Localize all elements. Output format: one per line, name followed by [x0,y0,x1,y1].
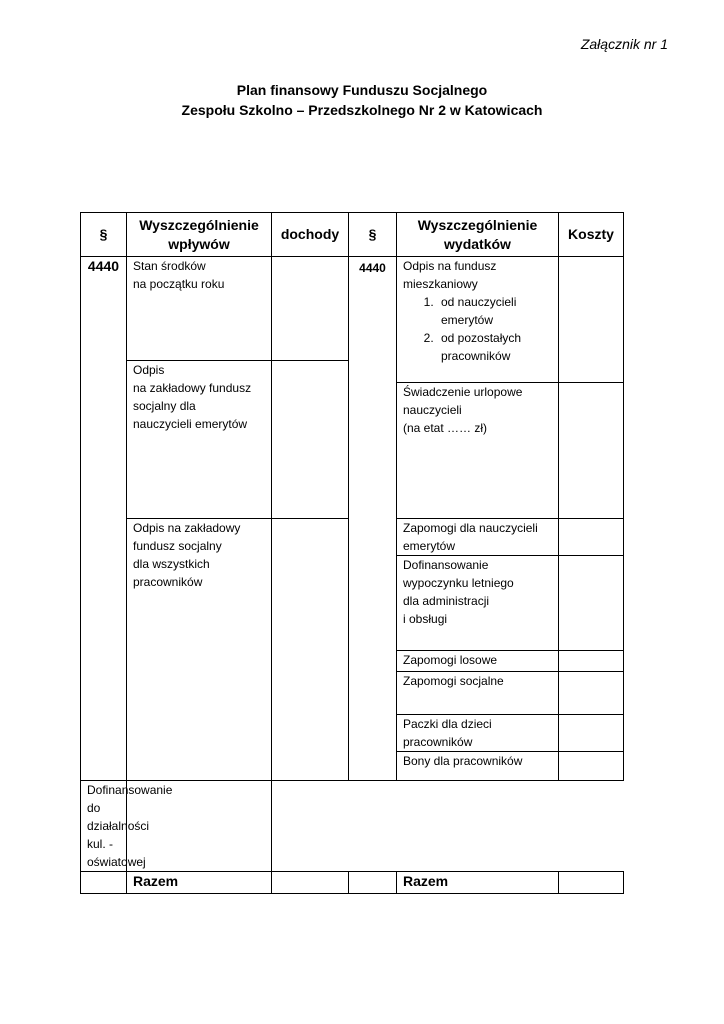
total-paragraph-right [349,872,397,894]
income-value-cell[interactable] [272,519,349,781]
expense-item-retired-teachers-aid: Zapomogi dla nauczycieli emerytów [397,519,559,556]
cost-value-cell[interactable] [559,672,624,715]
table-total-row [81,872,624,894]
total-label-right: Razem [397,872,559,894]
table-row [81,781,624,872]
header-paragraph-left: § [81,213,127,257]
total-label-left: Razem [127,872,272,894]
expense-item-housing-fund [397,257,559,383]
income-item-opening-balance: Stan środków na początku roku [127,257,272,361]
income-paragraph-cell: 4440 [81,257,127,781]
expense-item-employee-vouchers: Bony dla pracowników [397,752,559,781]
income-item-retired-teachers-write-off: Odpis na zakładowy fundusz socjalny dla nauczycieli emerytów [127,361,272,519]
header-expense-description: Wyszczególnienie wydatków [397,213,559,257]
expense-item-social-aid: Zapomogi socjalne [397,672,559,715]
income-item-all-employees-write-off: Odpis na zakładowy fundusz socjalny dla wszystkich pracowników [127,519,272,781]
total-paragraph-left [81,872,127,894]
expense-item-holiday-benefit: Świadczenie urlopowe nauczycieli (na etat …… zł) [397,383,559,519]
expense-item-cultural-education-funding: Dofinansowanie do działalności kul. - oświatowej [81,781,127,872]
header-paragraph-right: § [349,213,397,257]
total-costs-cell[interactable] [559,872,624,894]
expense-item-summer-holiday-funding: Dofinansowanie wypoczynku letniego dla administracji i obsługi [397,556,559,651]
table-row [81,257,624,360]
page-title [0,80,724,120]
expense-item-housing-fund-label: Odpis na fundusz mieszkaniowy [403,259,497,291]
total-income-cell[interactable] [272,872,349,894]
title-line-2: Zespołu Szkolno – Przedszkolnego Nr 2 w Katowicach [181,102,543,118]
cost-value-cell[interactable] [559,715,624,752]
header-income-description: Wyszczególnienie wpływów [127,213,272,257]
cost-value-cell[interactable] [559,651,624,672]
annex-label: Załącznik nr 1 [580,36,668,52]
header-costs: Koszty [559,213,624,257]
financial-plan-table [80,212,624,894]
housing-fund-sublist [403,293,552,365]
cost-value-cell[interactable] [559,556,624,651]
expense-item-children-parcels: Paczki dla dzieci pracowników [397,715,559,752]
cost-value-cell[interactable] [559,752,624,781]
cost-value-cell[interactable] [559,519,624,556]
income-value-cell[interactable] [272,257,349,361]
income-value-cell[interactable] [272,361,349,519]
title-line-1: Plan finansowy Funduszu Socjalnego [236,82,488,98]
cost-value-cell[interactable] [559,257,624,383]
table-header-row [81,213,624,257]
expense-item-emergency-aid: Zapomogi losowe [397,651,559,672]
list-item: 2. od pozostałych pracowników [437,329,552,365]
expense-paragraph-cell: 4440 [349,257,397,781]
list-item: 1. od nauczycieli emerytów [437,293,552,329]
cost-value-cell[interactable] [559,383,624,519]
header-income: dochody [272,213,349,257]
